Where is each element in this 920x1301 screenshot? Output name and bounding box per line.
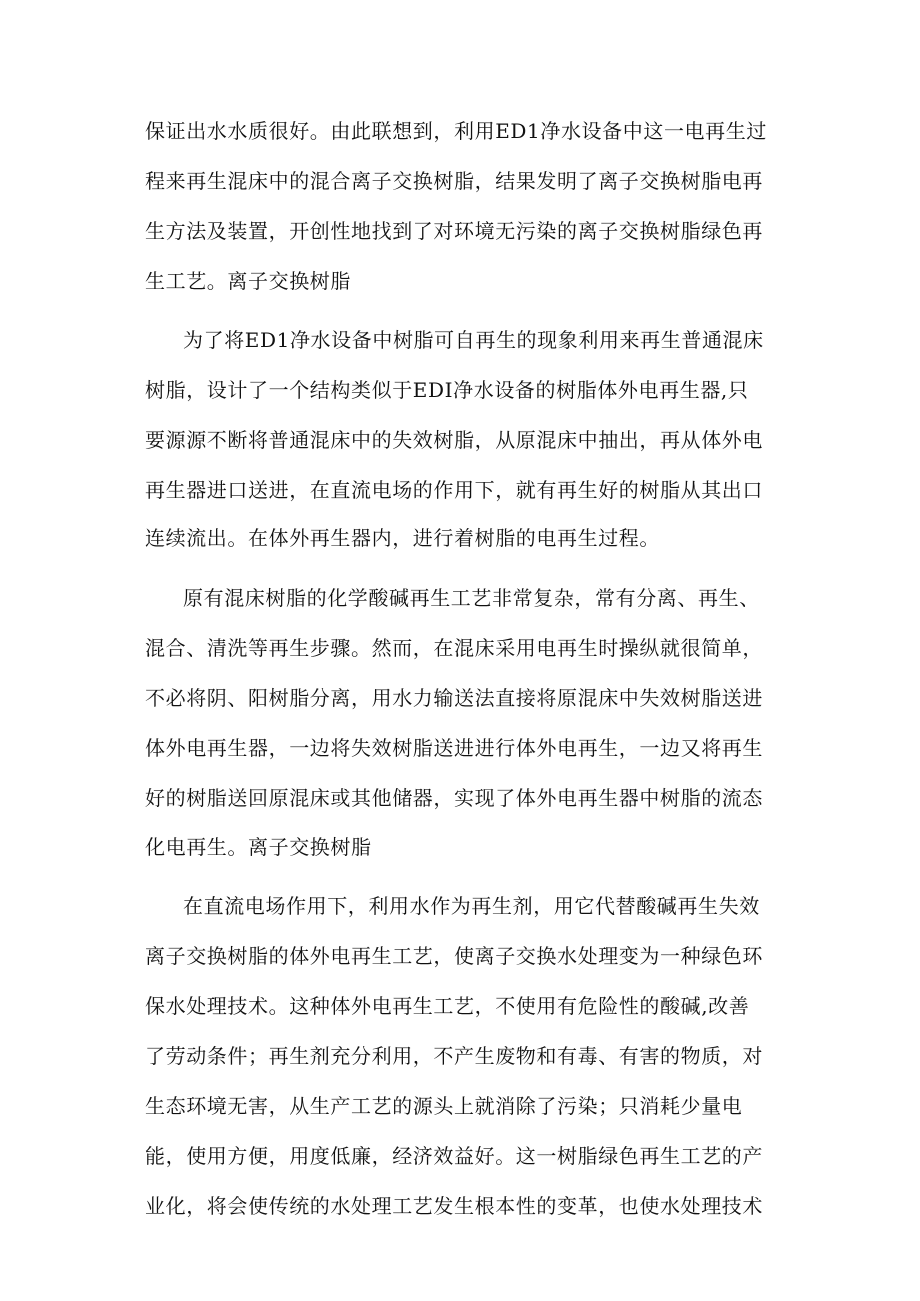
paragraph-2-line-2: 树脂，设计了一个结构类似于EDI净水设备的树脂体外电再生器,只 bbox=[145, 378, 749, 402]
paragraph-2-line-5: 连续流出。在体外再生器内，进行着树脂的电再生过程。 bbox=[145, 526, 660, 550]
paragraph-2-line-4: 再生器进口送进，在直流电场的作用下，就有再生好的树脂从其出口 bbox=[145, 478, 763, 502]
paragraph-1-line-2: 程来再生混床中的混合离子交换树脂，结果发明了离子交换树脂电再 bbox=[145, 169, 763, 193]
paragraph-3-line-1: 原有混床树脂的化学酸碱再生工艺非常复杂，常有分离、再生、 bbox=[183, 586, 760, 610]
paragraph-4-line-1: 在直流电场作用下，利用水作为再生剂，用它代替酸碱再生失效 bbox=[183, 894, 760, 918]
paragraph-3-line-4: 体外电再生器，一边将失效树脂送进进行体外电再生，一边又将再生 bbox=[145, 736, 763, 760]
paragraph-1-line-3: 生方法及装置，开创性地找到了对环境无污染的离子交换树脂绿色再 bbox=[145, 219, 763, 243]
paragraph-4-line-4: 了劳动条件；再生剂充分利用，不产生废物和有毒、有害的物质，对 bbox=[145, 1044, 763, 1068]
paragraph-4-line-3: 保水处理技术。这种体外电再生工艺，不使用有危险性的酸碱,改善 bbox=[145, 994, 750, 1018]
paragraph-3-line-2: 混合、清洗等再生步骤。然而，在混床采用电再生时操纵就很简单， bbox=[145, 636, 763, 660]
paragraph-2-line-1: 为了将ED1净水设备中树脂可自再生的现象利用来再生普通混床 bbox=[183, 328, 764, 352]
paragraph-2-line-3: 要源源不断将普通混床中的失效树脂，从原混床中抽出，再从体外电 bbox=[145, 428, 763, 452]
paragraph-3-line-5: 好的树脂送回原混床或其他储器，实现了体外电再生器中树脂的流态 bbox=[145, 786, 763, 810]
paragraph-4-line-5: 生态环境无害，从生产工艺的源头上就消除了污染；只消耗少量电 bbox=[145, 1094, 743, 1118]
paragraph-3-line-3: 不必将阴、阳树脂分离，用水力输送法直接将原混床中失效树脂送进 bbox=[145, 686, 763, 710]
paragraph-1-line-1: 保证出水水质很好。由此联想到，利用ED1净水设备中这一电再生过 bbox=[145, 119, 767, 143]
paragraph-3-line-6: 化电再生。离子交换树脂 bbox=[145, 835, 372, 859]
paragraph-4-line-7: 业化，将会使传统的水处理工艺发生根本性的变革，也使水处理技术 bbox=[145, 1194, 763, 1218]
paragraph-4-line-6: 能，使用方便，用度低廉，经济效益好。这一树脂绿色再生工艺的产 bbox=[145, 1144, 763, 1168]
paragraph-4-line-2: 离子交换树脂的体外电再生工艺，使离子交换水处理变为一种绿色环 bbox=[145, 944, 763, 968]
paragraph-1-line-4: 生工艺。离子交换树脂 bbox=[145, 269, 351, 293]
